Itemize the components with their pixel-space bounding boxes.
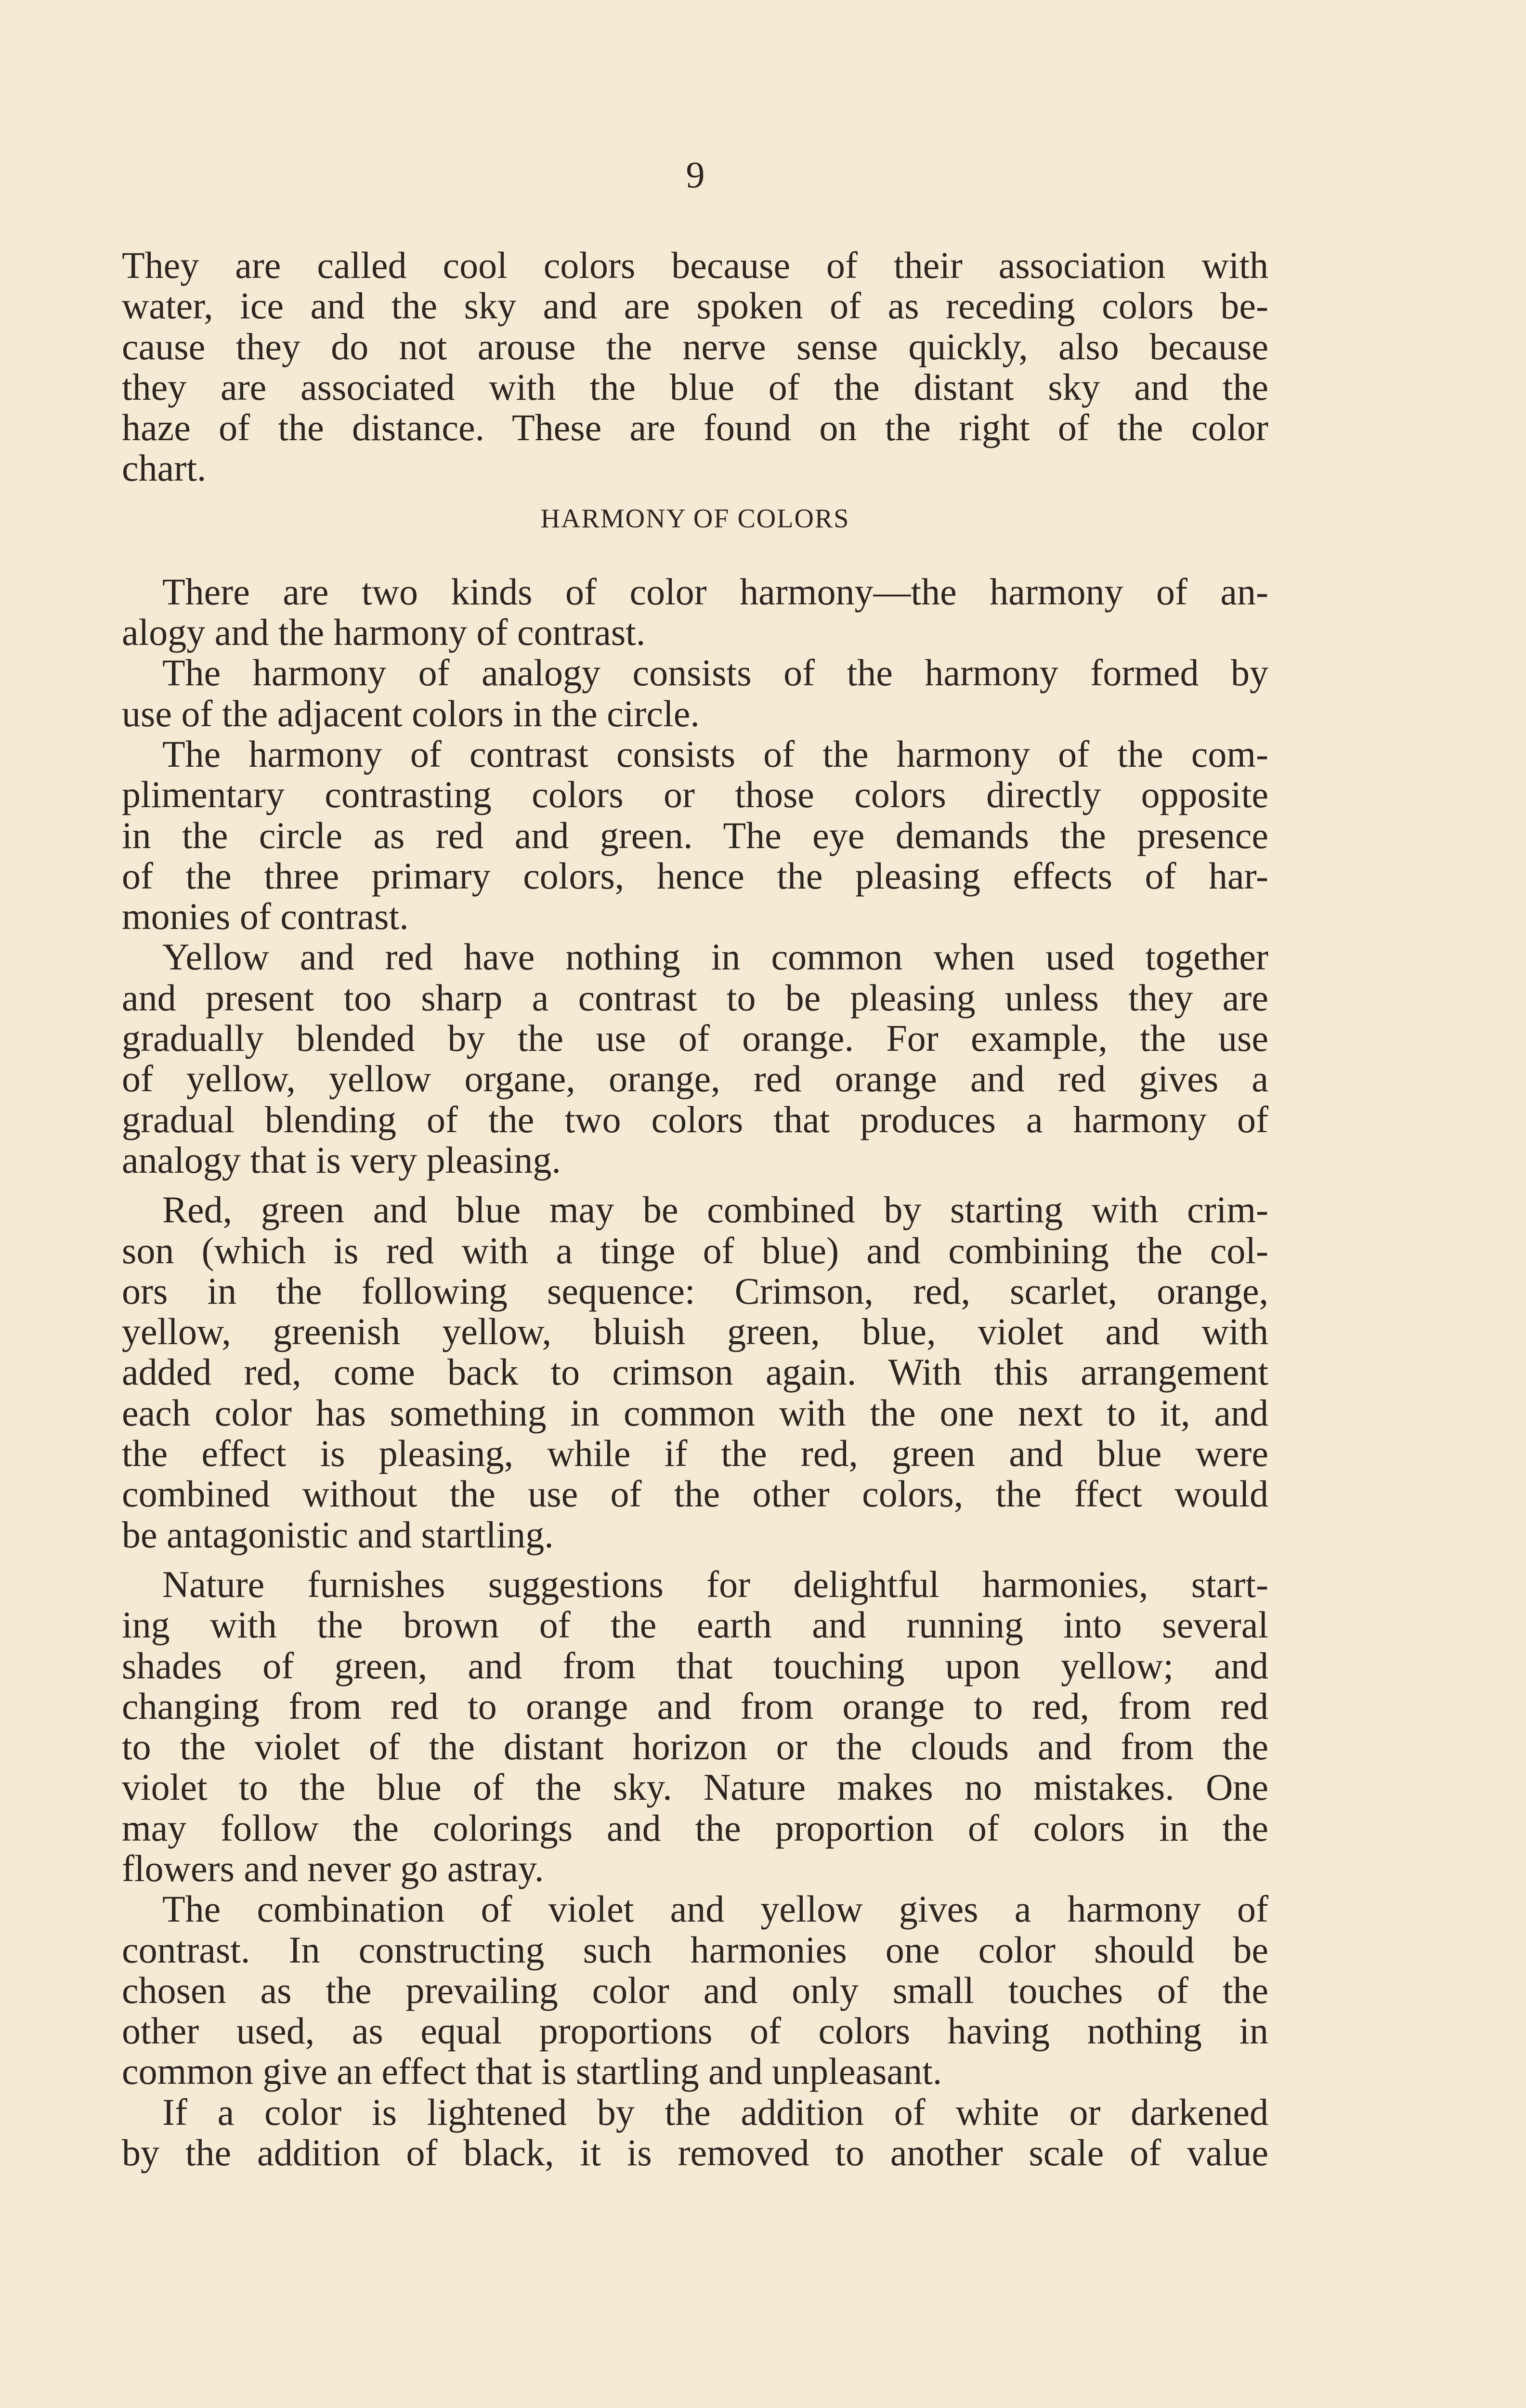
text-line: plimentary contrasting colors or those colors directly opposite: [122, 773, 1268, 816]
text-line: Red, green and blue may be combined by starting with crim-: [162, 1189, 1268, 1231]
section-harmony: [122, 572, 1268, 2173]
text-line: analogy that is very pleasing.: [122, 1139, 561, 1181]
text-line: the effect is pleasing, while if the red, green and blue were: [122, 1432, 1268, 1475]
text-line: They are called cool colors because of their association with: [122, 244, 1268, 286]
text-line: gradually blended by the use of orange. For example, the use: [122, 1017, 1268, 1060]
text-line: ing with the brown of the earth and running into several: [122, 1604, 1268, 1646]
body-text: [122, 245, 1268, 2173]
text-line: of yellow, yellow organe, orange, red orange and red gives a: [122, 1058, 1268, 1100]
paragraph: [122, 937, 1268, 1180]
text-line: other used, as equal proportions of colors having nothing in: [122, 2010, 1268, 2052]
text-line: The harmony of analogy consists of the harmony formed by: [162, 652, 1268, 694]
text-line: combined without the use of the other colors, the ffect would: [122, 1473, 1268, 1515]
page-number: 9: [686, 154, 705, 196]
paragraph: [122, 245, 1268, 489]
paragraph: [122, 1889, 1268, 2092]
paragraph: [122, 572, 1268, 653]
text-line: water, ice and the sky and are spoken of as receding colors be-: [122, 285, 1268, 327]
text-line: flowers and never go astray.: [122, 1847, 544, 1889]
paragraph: [122, 1190, 1268, 1555]
text-line: The combination of violet and yellow gives a harmony of: [162, 1888, 1268, 1930]
text-line: If a color is lightened by the addition of white or darkened: [162, 2091, 1268, 2133]
text-line: in the circle as red and green. The eye demands the presence: [122, 814, 1268, 856]
text-line: contrast. In constructing such harmonies one color should be: [122, 1928, 1268, 1971]
section-intro: [122, 245, 1268, 489]
text-line: use of the adjacent colors in the circle.: [122, 692, 700, 734]
text-line: alogy and the harmony of contrast.: [122, 611, 646, 654]
text-line: chosen as the prevailing color and only small touches of the: [122, 1969, 1268, 2011]
paragraph: [122, 1564, 1268, 1889]
paragraph: [122, 2092, 1268, 2173]
section-heading: HARMONY OF COLORS: [540, 503, 850, 534]
text-line: and present too sharp a contrast to be pleasing unless they are: [122, 976, 1268, 1019]
text-line: be antagonistic and startling.: [122, 1513, 554, 1556]
paragraph: [122, 734, 1268, 937]
text-line: each color has something in common with the one next to it, and: [122, 1391, 1268, 1434]
text-line: cause they do not arouse the nerve sense quickly, also because: [122, 325, 1268, 367]
text-line: shades of green, and from that touching upon yellow; and: [122, 1644, 1268, 1687]
text-line: gradual blending of the two colors that produces a harmony of: [122, 1098, 1268, 1140]
text-line: There are two kinds of color harmony—the harmony of an-: [162, 570, 1268, 613]
text-line: Nature furnishes suggestions for delightful harmonies, start-: [162, 1563, 1268, 1605]
text-line: added red, come back to crimson again. With this arrangement: [122, 1351, 1268, 1393]
text-line: of the three primary colors, hence the pleasing effects of har-: [122, 854, 1268, 897]
text-line: monies of contrast.: [122, 895, 409, 938]
text-line: yellow, greenish yellow, bluish green, blue, violet and with: [122, 1310, 1268, 1353]
text-line: may follow the colorings and the proportion of colors in the: [122, 1806, 1268, 1849]
text-line: haze of the distance. These are found on the right of the color: [122, 406, 1268, 449]
text-line: ors in the following sequence: Crimson, red, scarlet, orange,: [122, 1269, 1268, 1312]
text-line: to the violet of the distant horizon or the clouds and from the: [122, 1726, 1268, 1768]
text-line: common give an effect that is startling and unpleasant.: [122, 2050, 942, 2093]
text-line: changing from red to orange and from orange to red, from red: [122, 1685, 1268, 1727]
text-line: they are associated with the blue of the distant sky and the: [122, 366, 1268, 408]
text-line: Yellow and red have nothing in common when used together: [162, 936, 1268, 978]
text-line: violet to the blue of the sky. Nature makes no mistakes. One: [122, 1766, 1268, 1808]
text-line: chart.: [122, 447, 207, 489]
paragraph: [122, 653, 1268, 734]
text-line: by the addition of black, it is removed to another scale of value: [122, 2132, 1268, 2174]
text-line: son (which is red with a tinge of blue) and combining the col-: [122, 1229, 1268, 1271]
text-line: The harmony of contrast consists of the harmony of the com-: [162, 733, 1268, 775]
